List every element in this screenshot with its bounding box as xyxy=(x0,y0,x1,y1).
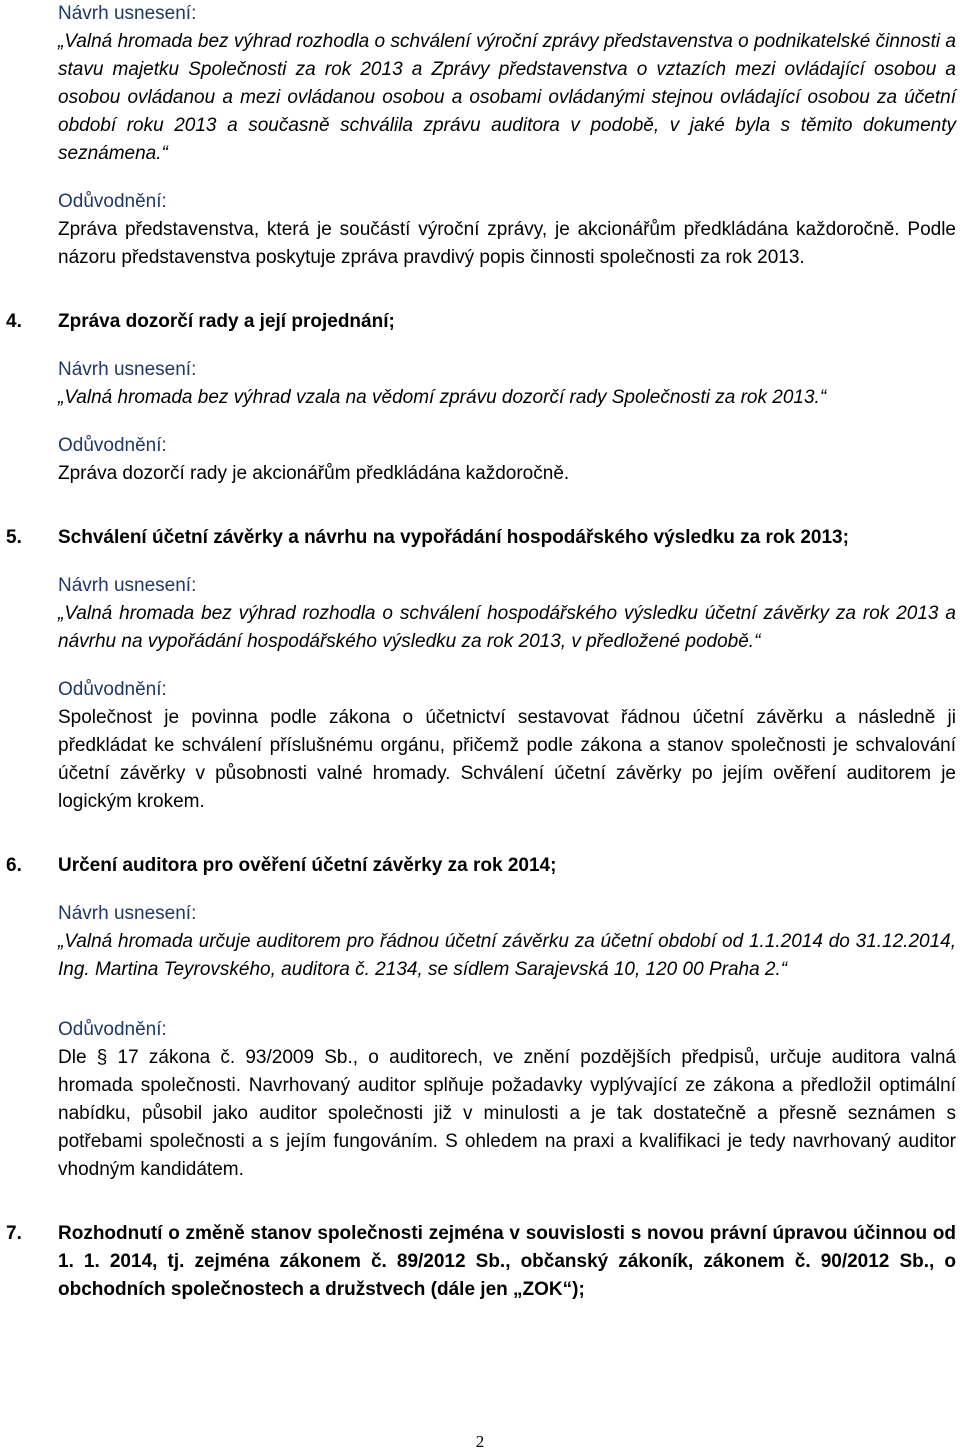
reasoning-label: Odůvodnění: xyxy=(58,435,167,456)
page-number: 2 xyxy=(475,1432,485,1451)
reasoning-label: Odůvodnění: xyxy=(58,191,167,212)
document-page xyxy=(6,0,956,1304)
proposal-text: „Valná hromada určuje auditorem pro řádnou účetní závěrku za účetní období od 1.1.2014 do 31.12.2014, Ing. Martina Teyrovského, auditora č. 2134, se sídlem Sarajevská 10, 120 00 Praha 2.“ xyxy=(58,931,956,980)
proposal-text: „Valná hromada bez výhrad rozhodla o schválení hospodářského výsledku účetní závěrky za rok 2013 a návrhu na vypořádání hospodářského výsledku za rok 2013, v předložené podobě.“ xyxy=(58,603,956,652)
proposal-text: „Valná hromada bez výhrad rozhodla o schválení výroční zprávy představenstva o podnikatelské činnosti a stavu majetku Společnosti za rok 2013 a Zprávy představenstva o vztazích mezi ovládající osobou a osobou ovládanou a mezi ovládanou osobou a osobami ovládanými stejnou ovládající osobou za účetní období roku 2013 a současně schválila zprávu auditora v podobě, v jaké byla s těmito dokumenty seznámena.“ xyxy=(58,31,956,164)
section-title: Zpráva dozorčí rady a její projednání; xyxy=(58,311,395,332)
section-heading-4 xyxy=(6,308,956,336)
section-heading-6 xyxy=(6,852,956,880)
reasoning-label: Odůvodnění: xyxy=(58,1019,167,1040)
section-number: 7. xyxy=(6,1223,22,1244)
proposal-label: Návrh usnesení: xyxy=(58,575,197,596)
proposal-label: Návrh usnesení: xyxy=(58,903,197,924)
section-title: Schválení účetní závěrky a návrhu na vypořádání hospodářského výsledku za rok 2013; xyxy=(58,527,849,548)
section-number: 4. xyxy=(6,311,22,332)
reasoning-text: Společnost je povinna podle zákona o účetnictví sestavovat řádnou účetní závěrku a následně ji předkládat ke schválení příslušnému orgánu, přičemž podle zákona a stanov společnosti je schvalování účetní závěrky v působnosti valné hromady. Schválení účetní závěrky po jejím ověření auditorem je logickým krokem. xyxy=(58,707,956,812)
section-heading-5 xyxy=(6,524,956,552)
reasoning-text: Zpráva představenstva, která je součástí výroční zprávy, je akcionářům předkládána každoročně. Podle názoru představenstva poskytuje zpráva pravdivý popis činnosti společnosti za rok 2013. xyxy=(58,219,956,268)
proposal-text: „Valná hromada bez výhrad vzala na vědomí zprávu dozorčí rady Společnosti za rok 2013.“ xyxy=(58,387,827,408)
section-title: Rozhodnutí o změně stanov společnosti zejména v souvislosti s novou právní úpravou účinnou od 1. 1. 2014, tj. zejména zákonem č. 89/2012 Sb., občanský zákoník, zákonem č. 90/2012 Sb., o obchodních společnostech a družstvech (dále jen „ZOK“); xyxy=(58,1223,956,1300)
section-number: 6. xyxy=(6,855,22,876)
section-title: Určení auditora pro ověření účetní závěrky za rok 2014; xyxy=(58,855,557,876)
reasoning-text: Zpráva dozorčí rady je akcionářům předkládána každoročně. xyxy=(58,463,570,484)
section-heading-7 xyxy=(6,1220,956,1304)
proposal-label: Návrh usnesení: xyxy=(58,3,197,24)
reasoning-text: Dle § 17 zákona č. 93/2009 Sb., o auditorech, ve znění pozdějších předpisů, určuje auditora valná hromada společnosti. Navrhovaný auditor splňuje požadavky vyplývající ze zákona a předložil optimální nabídku, působil jako auditor společnosti již v minulosti a je tak dostatečně a přesně seznámen s potřebami společnosti a s jejím fungováním. S ohledem na praxi a kvalifikaci je tedy navrhovaný auditor vhodným kandidátem. xyxy=(58,1047,956,1180)
section-number: 5. xyxy=(6,527,22,548)
reasoning-label: Odůvodnění: xyxy=(58,679,167,700)
proposal-label: Návrh usnesení: xyxy=(58,359,197,380)
